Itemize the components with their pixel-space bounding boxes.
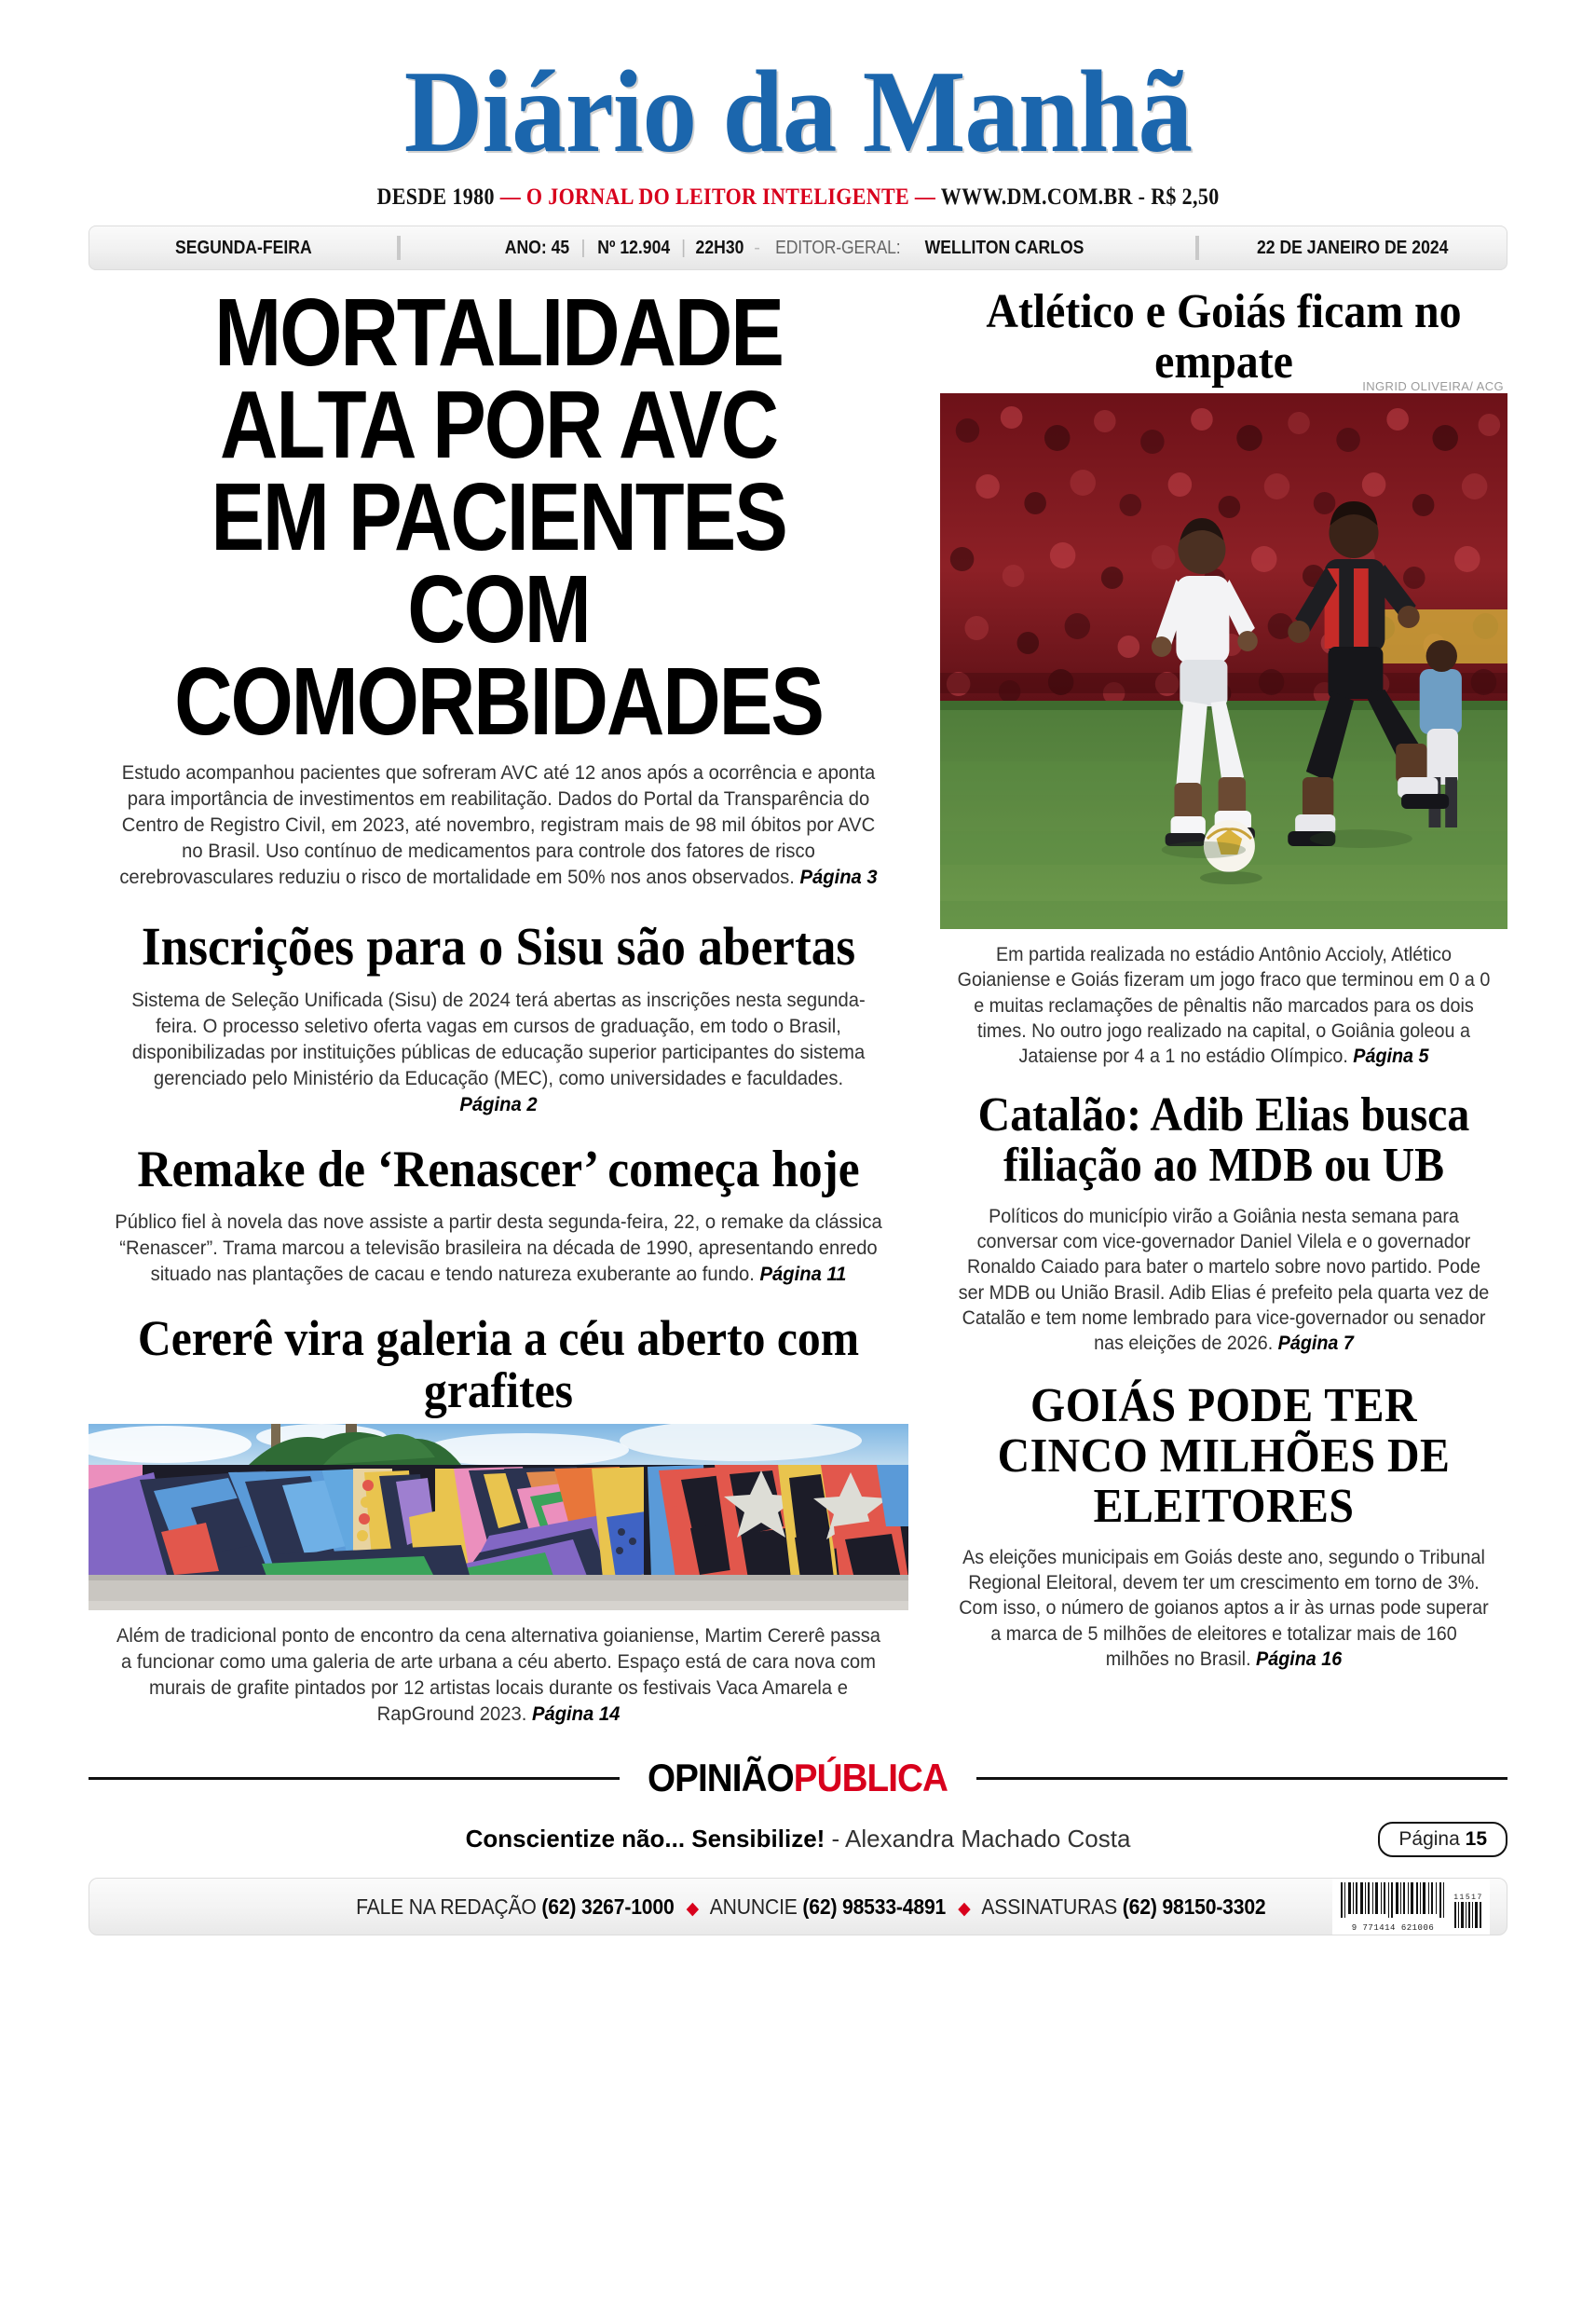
catalao-headline: Catalão: Adib Elias busca filiação ao MDB ou UB — [977, 1087, 1470, 1192]
opinion-article-title: Conscientize não... Sensibilize! — [465, 1825, 825, 1853]
infobar-editor-label: EDITOR-GERAL: — [775, 237, 901, 258]
infobar-sep-2: | — [681, 237, 687, 258]
footer-contacts — [167, 1894, 1429, 1920]
cerere-caption-text: Além de tradicional ponto de encontro da cena alternativa goianiense, Martim Cererê passa a funcionar como uma galeria de arte urbana a céu aberto. Espaço está de cara nova com murais de grafite pintados por 12 artistas locais durante os festivais Vaca Amarela e RapGround 2023. — [116, 1624, 881, 1726]
opinion-rule-right — [976, 1777, 1507, 1780]
opinion-title-black: OPINIÃO — [648, 1756, 795, 1800]
left-column — [89, 279, 908, 1728]
lead-headline: MORTALIDADE ALTA POR AVC EM PACIENTES COM COMORBIDADES — [174, 279, 823, 755]
infobar-weekday: SEGUNDA-FEIRA — [174, 237, 312, 258]
content-columns — [89, 279, 1507, 1728]
infobar-date-cell — [1199, 238, 1507, 259]
sisu-body — [113, 988, 883, 1118]
opinion-section — [89, 1756, 1507, 1853]
infobar-editor-name: WELLITON CARLOS — [925, 237, 1084, 258]
masthead — [89, 0, 1507, 211]
masthead-tagline — [173, 185, 1422, 211]
sisu-page-ref[interactable]: Página 2 — [459, 1093, 538, 1116]
footer-assinaturas-label: ASSINATURAS — [981, 1894, 1118, 1919]
footer-anuncie-label: ANUNCIE — [709, 1894, 798, 1919]
cerere-story[interactable] — [89, 1312, 908, 1728]
eleitores-body — [957, 1545, 1490, 1672]
tagline-hyphen: - — [1138, 185, 1146, 210]
barcode — [1332, 1879, 1490, 1935]
infobar-issue-cell — [401, 238, 1195, 259]
infobar-dash: - — [754, 237, 760, 258]
cerere-headline: Cererê vira galeria a céu aberto com grafites — [137, 1310, 860, 1419]
tagline-price: R$ 2,50 — [1151, 185, 1220, 210]
sport-photo-credit: INGRID OLIVEIRA/ ACG — [1362, 379, 1504, 394]
sport-photo-wrap — [940, 379, 1507, 929]
infobar-sep-1: | — [580, 237, 586, 258]
renascer-page-ref[interactable]: Página 11 — [759, 1263, 847, 1286]
opinion-page-badge[interactable] — [1378, 1822, 1507, 1857]
newspaper-title: Diário da Manhã — [403, 48, 1193, 177]
graffiti-wall-photo — [89, 1424, 908, 1610]
opinion-page-number: 15 — [1465, 1827, 1487, 1850]
lead-story[interactable] — [89, 279, 908, 891]
catalao-body — [957, 1204, 1490, 1357]
catalao-page-ref[interactable]: Página 7 — [1277, 1333, 1354, 1355]
sport-caption — [957, 942, 1490, 1069]
opinion-subrow — [89, 1825, 1507, 1853]
tagline-dash-1: — — [499, 185, 522, 210]
diamond-icon-1: ◆ — [686, 1898, 699, 1919]
opinion-page-label: Página — [1398, 1827, 1460, 1850]
barcode-addon-number: 11517 — [1453, 1894, 1483, 1903]
tagline-since: DESDE 1980 — [376, 185, 495, 210]
eleitores-headline: GOIÁS PODE TER CINCO MILHÕES DE ELEITORES — [997, 1378, 1451, 1533]
infobar-year: ANO: 45 — [505, 237, 570, 258]
right-column — [940, 287, 1507, 1728]
tagline-dash-2: — — [914, 185, 936, 210]
sport-story[interactable] — [940, 287, 1507, 1070]
infobar-weekday-cell — [89, 238, 397, 259]
barcode-addon-icon — [1453, 1902, 1484, 1928]
diamond-icon-2: ◆ — [958, 1898, 971, 1919]
issue-info-bar — [89, 226, 1507, 270]
catalao-story[interactable] — [940, 1087, 1507, 1357]
cerere-caption — [113, 1623, 883, 1728]
sisu-body-text: Sistema de Seleção Unificada (Sisu) de 2024 terá abertas as inscrições nesta segunda-feira. O processo seletivo oferta vagas em cursos de graduação, em todo o Brasil, disponibilizadas por instituições públicas de educação superior participantes do sistema gerenciado pelo Ministério da Educação (MEC), como universidades e faculdades. — [131, 989, 866, 1090]
contact-footer — [89, 1878, 1507, 1935]
eleitores-story[interactable] — [940, 1378, 1507, 1673]
opinion-separator: - — [831, 1825, 840, 1853]
renascer-headline: Remake de ‘Renascer’ começa hoje — [137, 1141, 860, 1199]
sisu-story[interactable] — [89, 916, 908, 1118]
lead-body-text: Estudo acompanhou pacientes que sofreram AVC até 12 anos após a ocorrência e aponta para importância de investimentos em reabilitação. Dados do Portal da Transparência do Centro de Registro Civil, em 2023, até novembro, registram mais de 98 mil óbitos por AVC no Brasil. Uso contínuo de medicamentos para controle dos fatores de risco cerebrovasculares reduziu o risco de mortalidade em 50% nos anos observados. — [119, 761, 876, 889]
catalao-body-text: Políticos do município virão a Goiânia nesta semana para conversar com vice-governador Daniel Vilela e o governador Ronaldo Caiado para bater o martelo sobre novo partido. Pode ser MDB ou União Brasil. Adib Elias é prefeito pela quarta vez de Catalão e tem nome lembrado para vice-governador ou senador nas eleições de 2026. — [958, 1205, 1490, 1355]
opinion-author: Alexandra Machado Costa — [845, 1825, 1131, 1853]
infobar-issue-number: Nº 12.904 — [596, 237, 670, 258]
soccer-match-photo — [940, 393, 1507, 929]
lead-page-ref[interactable]: Página 3 — [799, 866, 878, 889]
renascer-body-text: Público fiel à novela das nove assiste a partir desta segunda-feira, 22, o remake da clássica “Renascer”. Trama marcou a televisão brasileira na década de 1990, apresentando enredo situado nas plantações de cacau e tendo natureza exuberante ao fundo. — [115, 1210, 882, 1286]
infobar-date: 22 DE JANEIRO DE 2024 — [1257, 237, 1449, 258]
sport-page-ref[interactable]: Página 5 — [1353, 1046, 1429, 1068]
opinion-article-line[interactable] — [466, 1825, 1131, 1853]
footer-redacao-label: FALE NA REDAÇÃO — [356, 1894, 537, 1919]
footer-redacao-phone[interactable]: (62) 3267-1000 — [541, 1894, 675, 1919]
renascer-body — [113, 1210, 883, 1288]
footer-assinaturas-phone[interactable]: (62) 98150-3302 — [1122, 1894, 1266, 1919]
cerere-page-ref[interactable]: Página 14 — [531, 1702, 621, 1726]
tagline-website[interactable]: WWW.DM.COM.BR — [940, 185, 1133, 210]
footer-anuncie-phone[interactable]: (62) 98533-4891 — [802, 1894, 947, 1919]
opinion-title-row — [89, 1756, 1507, 1800]
sport-caption-text: Em partida realizada no estádio Antônio Accioly, Atlético Goianiense e Goiás fizeram um jogo fraco que terminou em 0 a 0 e muitas reclamações de pênaltis não marcados para os dois times. No outro jogo realizado na capital, o Goiânia goleou a Jataiense por 4 a 1 no estádio Olímpico. — [957, 944, 1491, 1068]
eleitores-page-ref[interactable]: Página 16 — [1256, 1648, 1343, 1670]
tagline-slogan: O JORNAL DO LEITOR INTELIGENTE — [525, 185, 910, 210]
sisu-headline: Inscrições para o Sisu são abertas — [141, 916, 856, 978]
eleitores-body-text: As eleições municipais em Goiás deste ano, segundo o Tribunal Regional Eleitoral, devem ter um crescimento em torno de 3%. Com isso, o número de goianos aptos a ir às urnas pode superar a marca de 5 milhões de eleitores e totalizar mais de 160 milhões no Brasil. — [959, 1546, 1489, 1670]
renascer-story[interactable] — [89, 1142, 908, 1288]
opinion-title-red: PÚBLICA — [794, 1756, 948, 1800]
opinion-rule-left — [89, 1777, 620, 1780]
infobar-time: 22H30 — [695, 237, 744, 258]
lead-body — [113, 760, 883, 891]
barcode-number: 9 771414 621006 — [1351, 1923, 1435, 1934]
opinion-title — [648, 1756, 948, 1800]
sport-headline: Atlético e Goiás ficam no empate — [986, 285, 1462, 390]
barcode-main-icon — [1338, 1882, 1448, 1918]
